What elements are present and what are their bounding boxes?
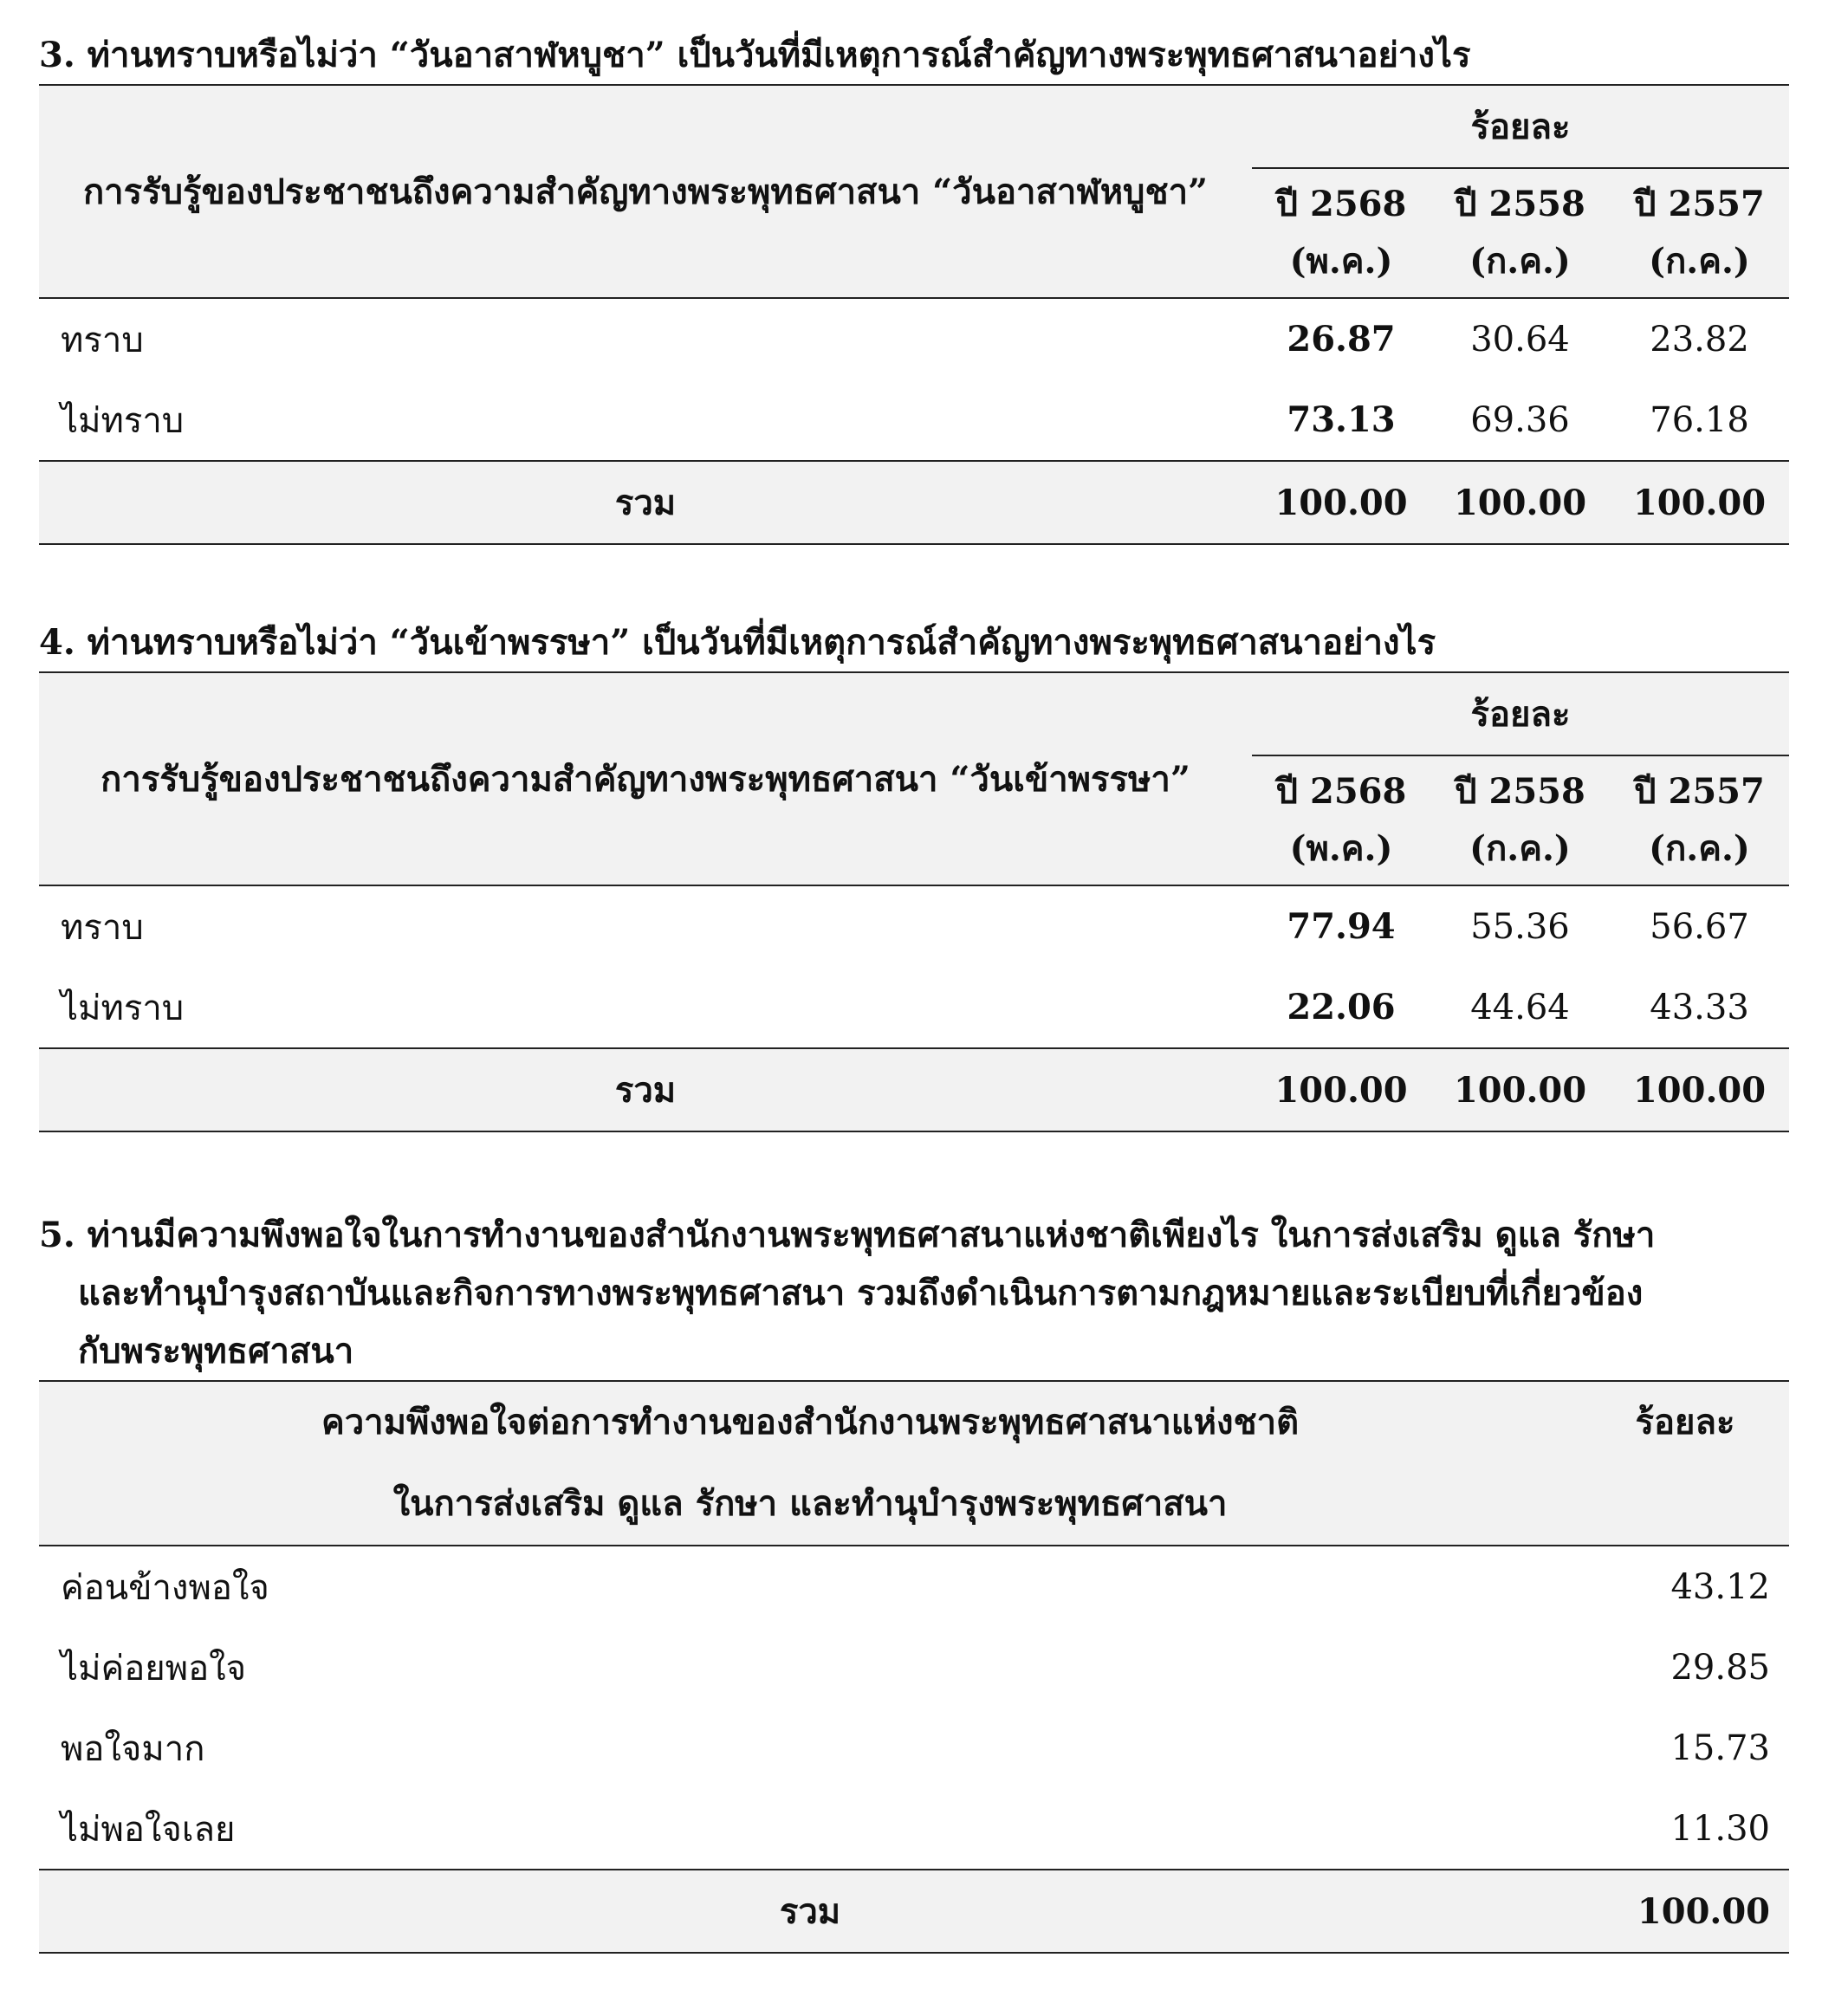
q5-title-line-3: กับพระพุทธศาสนา xyxy=(78,1331,354,1371)
q3-year-col-3: ปี 2557 (ก.ค.) xyxy=(1610,168,1789,298)
value-cell: 22.06 xyxy=(1287,987,1396,1027)
table-row xyxy=(39,1708,1789,1788)
value-cell: 55.36 xyxy=(1470,906,1570,947)
total-value: 100.00 xyxy=(1610,461,1789,544)
total-row xyxy=(39,461,1789,544)
q3-year-col-2: ปี 2558 (ก.ค.) xyxy=(1430,168,1610,298)
total-value: 100.00 xyxy=(1581,1870,1789,1953)
total-row xyxy=(39,1048,1789,1131)
value-cell: 15.73 xyxy=(1670,1728,1770,1768)
section-q4 xyxy=(39,613,1789,1132)
total-row xyxy=(39,1870,1789,1953)
section-q5 xyxy=(39,1206,1789,1954)
q3-percent-label: ร้อยละ xyxy=(1252,85,1789,168)
value-cell: 56.67 xyxy=(1650,906,1749,947)
q4-percent-label: ร้อยละ xyxy=(1252,672,1789,755)
value-cell: 29.85 xyxy=(1670,1647,1770,1688)
table-row xyxy=(39,298,1789,379)
total-label: รวม xyxy=(39,1048,1252,1131)
q3-table xyxy=(39,84,1789,545)
q5-title-line-1: 5. ท่านมีความพึงพอใจในการทำงานของสำนักงานพระพุทธศาสนาแห่งชาติเพียงไร ในการส่งเสริม ดูแล รักษา xyxy=(39,1215,1656,1255)
value-cell: 76.18 xyxy=(1650,399,1749,440)
q5-title-line-2: และทำนุบำรุงสถาบันและกิจการทางพระพุทธศาสนา รวมถึงดำเนินการตามกฎหมายและระเบียบที่เกี่ยวข้อง xyxy=(78,1273,1644,1313)
q4-year-col-1: ปี 2568 (พ.ค.) xyxy=(1252,755,1430,885)
q4-table xyxy=(39,671,1789,1132)
total-value: 100.00 xyxy=(1610,1048,1789,1131)
q3-year-col-1: ปี 2568 (พ.ค.) xyxy=(1252,168,1430,298)
row-label: ไม่ทราบ xyxy=(61,400,185,441)
value-cell: 44.64 xyxy=(1470,987,1570,1027)
row-label: ไม่พอใจเลย xyxy=(61,1809,236,1850)
value-cell: 77.94 xyxy=(1287,906,1396,947)
row-label: ทราบ xyxy=(61,907,144,948)
value-cell: 23.82 xyxy=(1650,319,1749,360)
q4-title: 4. ท่านทราบหรือไม่ว่า “วันเข้าพรรษา” เป็นวันที่มีเหตุการณ์สำคัญทางพระพุทธศาสนาอย่างไร xyxy=(39,622,1436,663)
table-row xyxy=(39,1788,1789,1870)
total-label: รวม xyxy=(39,1870,1581,1953)
value-cell: 43.12 xyxy=(1670,1566,1770,1607)
section-q3 xyxy=(39,26,1789,545)
q4-header-label: การรับรู้ของประชาชนถึงความสำคัญทางพระพุทธศาสนา “วันเข้าพรรษา” xyxy=(39,672,1252,885)
q4-year-col-2: ปี 2558 (ก.ค.) xyxy=(1430,755,1610,885)
value-cell: 69.36 xyxy=(1470,399,1570,440)
q5-title xyxy=(39,1206,1789,1380)
q5-percent-label: ร้อยละ xyxy=(1581,1381,1789,1546)
value-cell: 73.13 xyxy=(1287,399,1396,440)
q4-year-col-3: ปี 2557 (ก.ค.) xyxy=(1610,755,1789,885)
q5-table xyxy=(39,1380,1789,1954)
value-cell: 43.33 xyxy=(1650,987,1749,1027)
q3-title: 3. ท่านทราบหรือไม่ว่า “วันอาสาฬหบูชา” เป็นวันที่มีเหตุการณ์สำคัญทางพระพุทธศาสนาอย่างไร xyxy=(39,35,1471,75)
table-row xyxy=(39,379,1789,461)
value-cell: 11.30 xyxy=(1670,1808,1770,1849)
q3-header-label: การรับรู้ของประชาชนถึงความสำคัญทางพระพุทธศาสนา “วันอาสาฬหบูชา” xyxy=(39,85,1252,298)
row-label: ทราบ xyxy=(61,320,144,360)
value-cell: 26.87 xyxy=(1287,319,1396,360)
row-label: ไม่ค่อยพอใจ xyxy=(61,1648,247,1689)
value-cell: 30.64 xyxy=(1470,319,1570,360)
total-value: 100.00 xyxy=(1430,1048,1610,1131)
row-label: ค่อนข้างพอใจ xyxy=(61,1567,269,1608)
row-label: พอใจมาก xyxy=(61,1728,205,1769)
q5-header-label: ความพึงพอใจต่อการทำงานของสำนักงานพระพุทธศาสนาแห่งชาติ ในการส่งเสริม ดูแล รักษา และทำนุบำรุงพระพุทธศาสนา xyxy=(39,1381,1581,1546)
row-label: ไม่ทราบ xyxy=(61,988,185,1028)
total-value: 100.00 xyxy=(1252,1048,1430,1131)
total-label: รวม xyxy=(39,461,1252,544)
total-value: 100.00 xyxy=(1252,461,1430,544)
total-value: 100.00 xyxy=(1430,461,1610,544)
table-row xyxy=(39,967,1789,1048)
table-row xyxy=(39,885,1789,967)
table-row xyxy=(39,1627,1789,1708)
table-row xyxy=(39,1546,1789,1627)
